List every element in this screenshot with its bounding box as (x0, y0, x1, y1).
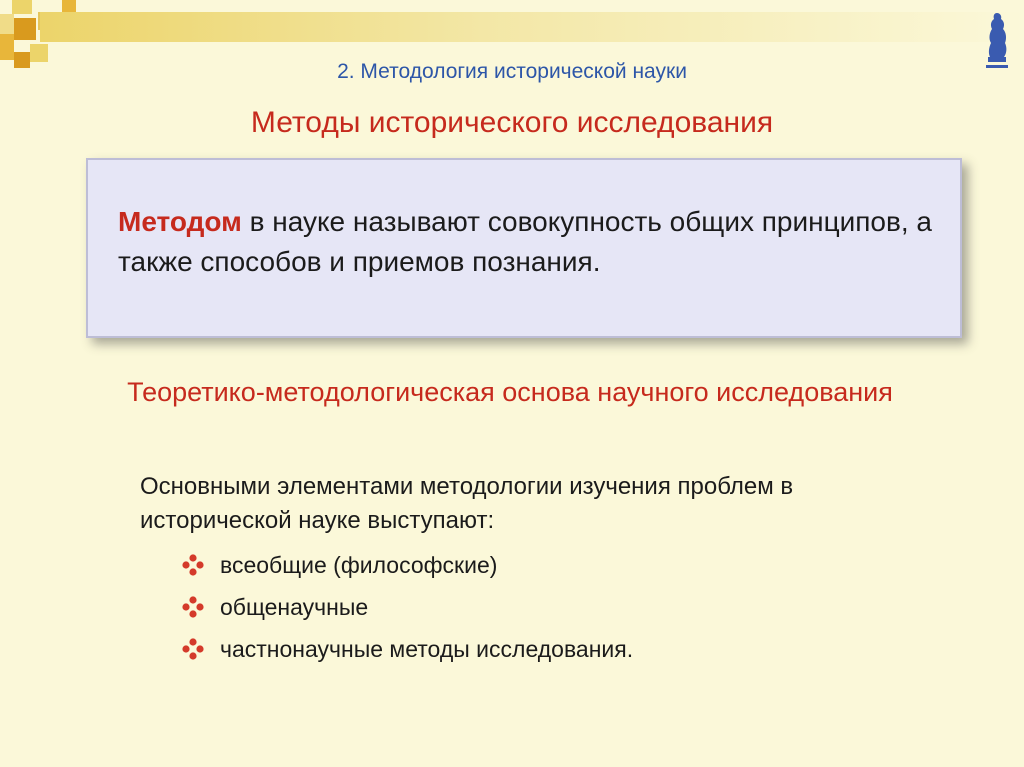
list-item-label: всеобщие (философские) (220, 552, 498, 578)
intro-paragraph: Основными элементами методологии изучения проблем в исторической науке выступают: (140, 473, 794, 534)
definition-body: в науке называют совокупность общих принципов, а также способов и приемов познания. (118, 206, 932, 277)
header-bar (40, 12, 1024, 42)
list-item (182, 586, 633, 628)
list-item (182, 544, 633, 586)
section-subtitle: 2. Методология исторической науки (337, 60, 687, 83)
slide-title: Методы исторического исследования (250, 106, 774, 139)
methods-list (182, 544, 633, 670)
definition-keyword: Методом (118, 206, 242, 237)
diamond-dots-bullet-icon (182, 596, 204, 618)
definition-text (118, 202, 938, 282)
diamond-dots-bullet-icon (182, 554, 204, 576)
diamond-dots-bullet-icon (182, 638, 204, 660)
list-item-label: частнонаучные методы исследования. (220, 636, 634, 662)
section-heading: Теоретико-методологическая основа научного исследования (127, 377, 893, 407)
list-item (182, 628, 633, 670)
list-item-label: общенаучные (220, 594, 369, 620)
definition-box (86, 158, 962, 338)
